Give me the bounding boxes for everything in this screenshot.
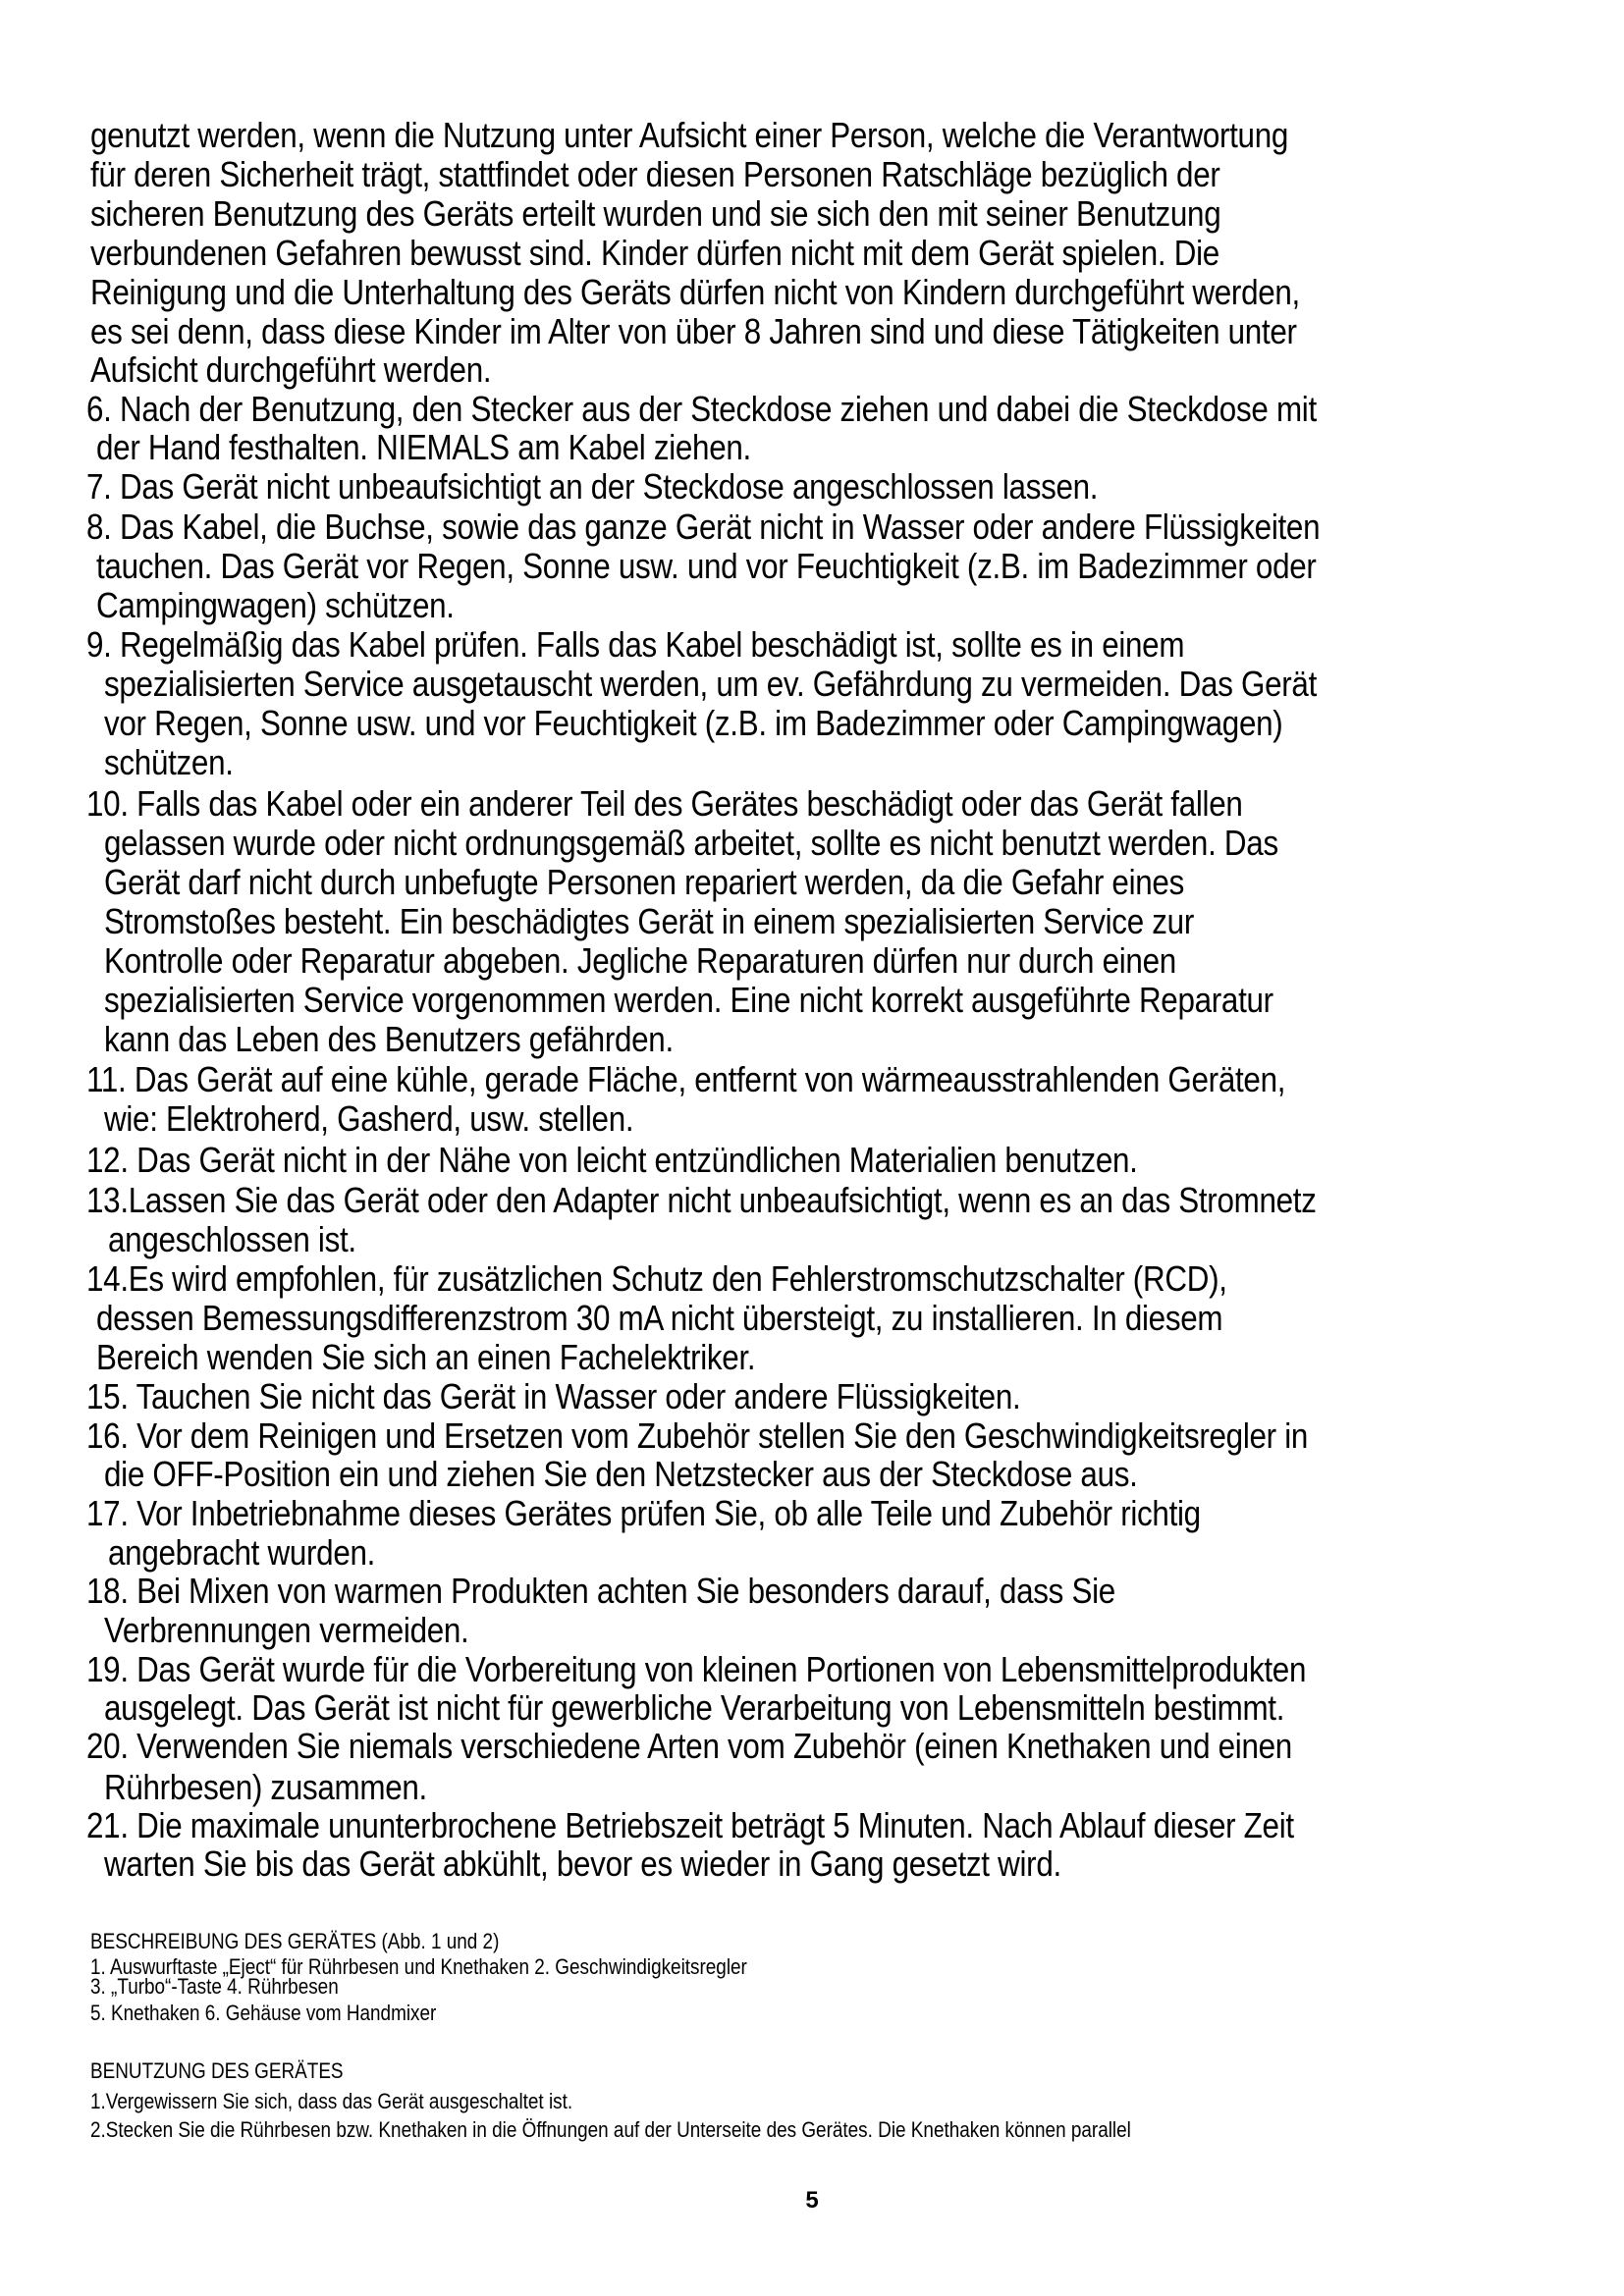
instruction-line: wie: Elektroherd, Gasherd, usw. stellen. — [104, 1098, 634, 1139]
description-line: 5. Knethaken 6. Gehäuse vom Handmixer — [90, 2001, 437, 2025]
instruction-line: genutzt werden, wenn die Nutzung unter Aufsicht einer Person, welche die Verantwortung — [90, 115, 1289, 155]
instruction-line: spezialisierten Service ausgetauscht werden, um ev. Gefährdung zu vermeiden. Das Gerät — [104, 664, 1318, 704]
instruction-line: 16. Vor dem Reinigen und Ersetzen vom Zubehör stellen Sie den Geschwindigkeitsregler in — [86, 1415, 1309, 1456]
instruction-line: 8. Das Kabel, die Buchse, sowie das ganze Gerät nicht in Wasser oder andere Flüssigkeiten — [86, 507, 1321, 547]
instruction-line: vor Regen, Sonne usw. und vor Feuchtigkeit (z.B. im Badezimmer oder Campingwagen) — [104, 703, 1283, 743]
instruction-line: der Hand festhalten. NIEMALS am Kabel ziehen. — [96, 427, 751, 467]
instruction-line: Campingwagen) schützen. — [96, 585, 455, 625]
instruction-line: spezialisierten Service vorgenommen werden. Eine nicht korrekt ausgeführte Reparatur — [104, 980, 1273, 1020]
instruction-line: 7. Das Gerät nicht unbeaufsichtigt an der Steckdose angeschlossen lassen. — [86, 466, 1099, 507]
instruction-line: schützen. — [104, 742, 234, 782]
usage-heading: BENUTZUNG DES GERÄTES — [90, 2058, 344, 2083]
page-number: 5 — [805, 2187, 819, 2214]
instruction-line: 10. Falls das Kabel oder ein anderer Teil des Gerätes beschädigt oder das Gerät fallen — [86, 783, 1243, 824]
instruction-line: sicheren Benutzung des Geräts erteilt wurden und sie sich den mit seiner Benutzung — [90, 193, 1221, 234]
instruction-line: warten Sie bis das Gerät abkühlt, bevor es wieder in Gang gesetzt wird. — [104, 1843, 1061, 1884]
instruction-line: 17. Vor Inbetriebnahme dieses Gerätes prüfen Sie, ob alle Teile und Zubehör richtig — [86, 1493, 1201, 1533]
instruction-line: tauchen. Das Gerät vor Regen, Sonne usw. und vor Feuchtigkeit (z.B. im Badezimmer oder — [96, 546, 1317, 586]
instruction-line: die OFF-Position ein und ziehen Sie den Netzstecker aus der Steckdose aus. — [104, 1454, 1138, 1494]
instruction-line: 6. Nach der Benutzung, den Stecker aus der Steckdose ziehen und dabei die Steckdose mit — [86, 389, 1317, 429]
instruction-line: 9. Regelmäßig das Kabel prüfen. Falls das Kabel beschädigt ist, sollte es in einem — [86, 624, 1185, 665]
instruction-line: für deren Sicherheit trägt, stattfindet oder diesen Personen Ratschläge bezüglich der — [90, 154, 1220, 194]
instruction-line: Aufsicht durchgeführt werden. — [90, 349, 492, 390]
instruction-line: Verbrennungen vermeiden. — [104, 1610, 469, 1650]
instruction-line: angeschlossen ist. — [108, 1219, 356, 1259]
instruction-line: 19. Das Gerät wurde für die Vorbereitung von kleinen Portionen von Lebensmittelprodukten — [86, 1649, 1307, 1689]
instruction-line: angebracht wurden. — [108, 1532, 376, 1573]
instruction-line: verbundenen Gefahren bewusst sind. Kinder dürfen nicht mit dem Gerät spielen. Die — [90, 233, 1219, 273]
description-line: 3. „Turbo“-Taste 4. Rührbesen — [90, 1974, 339, 1999]
instruction-line: Gerät darf nicht durch unbefugte Personen repariert werden, da die Gefahr eines — [104, 862, 1184, 902]
instruction-line: 12. Das Gerät nicht in der Nähe von leicht entzündlichen Materialien benutzen. — [86, 1140, 1138, 1180]
instruction-line: gelassen wurde oder nicht ordnungsgemäß arbeitet, sollte es nicht benutzt werden. Das — [104, 823, 1278, 863]
instruction-line: 20. Verwenden Sie niemals verschiedene Arten vom Zubehör (einen Knethaken und einen — [86, 1726, 1292, 1766]
instruction-line: es sei denn, dass diese Kinder im Alter von über 8 Jahren sind und diese Tätigkeiten unter — [90, 311, 1297, 351]
instruction-line: 18. Bei Mixen von warmen Produkten achten Sie besonders darauf, dass Sie — [86, 1571, 1115, 1611]
instruction-line: ausgelegt. Das Gerät ist nicht für gewerbliche Verarbeitung von Lebensmitteln bestimmt. — [104, 1687, 1285, 1728]
description-heading: BESCHREIBUNG DES GERÄTES (Abb. 1 und 2) — [90, 1929, 500, 1953]
instruction-line: Bereich wenden Sie sich an einen Fachelektriker. — [96, 1337, 756, 1377]
instruction-line: kann das Leben des Benutzers gefährden. — [104, 1019, 674, 1059]
instruction-line: 11. Das Gerät auf eine kühle, gerade Fläche, entfernt von wärmeausstrahlenden Geräten, — [86, 1059, 1286, 1099]
instruction-line: 21. Die maximale ununterbrochene Betriebszeit beträgt 5 Minuten. Nach Ablauf dieser Zeit — [86, 1805, 1294, 1845]
usage-line: 2.Stecken Sie die Rührbesen bzw. Knethaken in die Öffnungen auf der Unterseite des Gerätes. Die Knethaken können parallel — [90, 2117, 1131, 2142]
instruction-line: 13.Lassen Sie das Gerät oder den Adapter nicht unbeaufsichtigt, wenn es an das Stromnetz — [86, 1180, 1317, 1220]
instruction-line: Rührbesen) zusammen. — [104, 1767, 427, 1807]
instruction-line: Stromstoßes besteht. Ein beschädigtes Gerät in einem spezialisierten Service zur — [104, 901, 1194, 941]
instruction-line: dessen Bemessungsdifferenzstrom 30 mA nicht übersteigt, zu installieren. In diesem — [96, 1298, 1223, 1338]
instruction-line: Reinigung und die Unterhaltung des Geräts dürfen nicht von Kindern durchgeführt werden, — [90, 272, 1300, 312]
instruction-line: Kontrolle oder Reparatur abgeben. Jegliche Reparaturen dürfen nur durch einen — [104, 940, 1176, 981]
instruction-line: 15. Tauchen Sie nicht das Gerät in Wasser oder andere Flüssigkeiten. — [86, 1376, 1021, 1416]
usage-line: 1.Vergewissern Sie sich, dass das Gerät ausgeschaltet ist. — [90, 2089, 573, 2113]
description-line: 1. Auswurftaste „Eject“ für Rührbesen und Knethaken 2. Geschwindigkeitsregler — [90, 1954, 747, 1979]
instruction-line: 14.Es wird empfohlen, für zusätzlichen Schutz den Fehlerstromschutzschalter (RCD), — [86, 1258, 1227, 1299]
